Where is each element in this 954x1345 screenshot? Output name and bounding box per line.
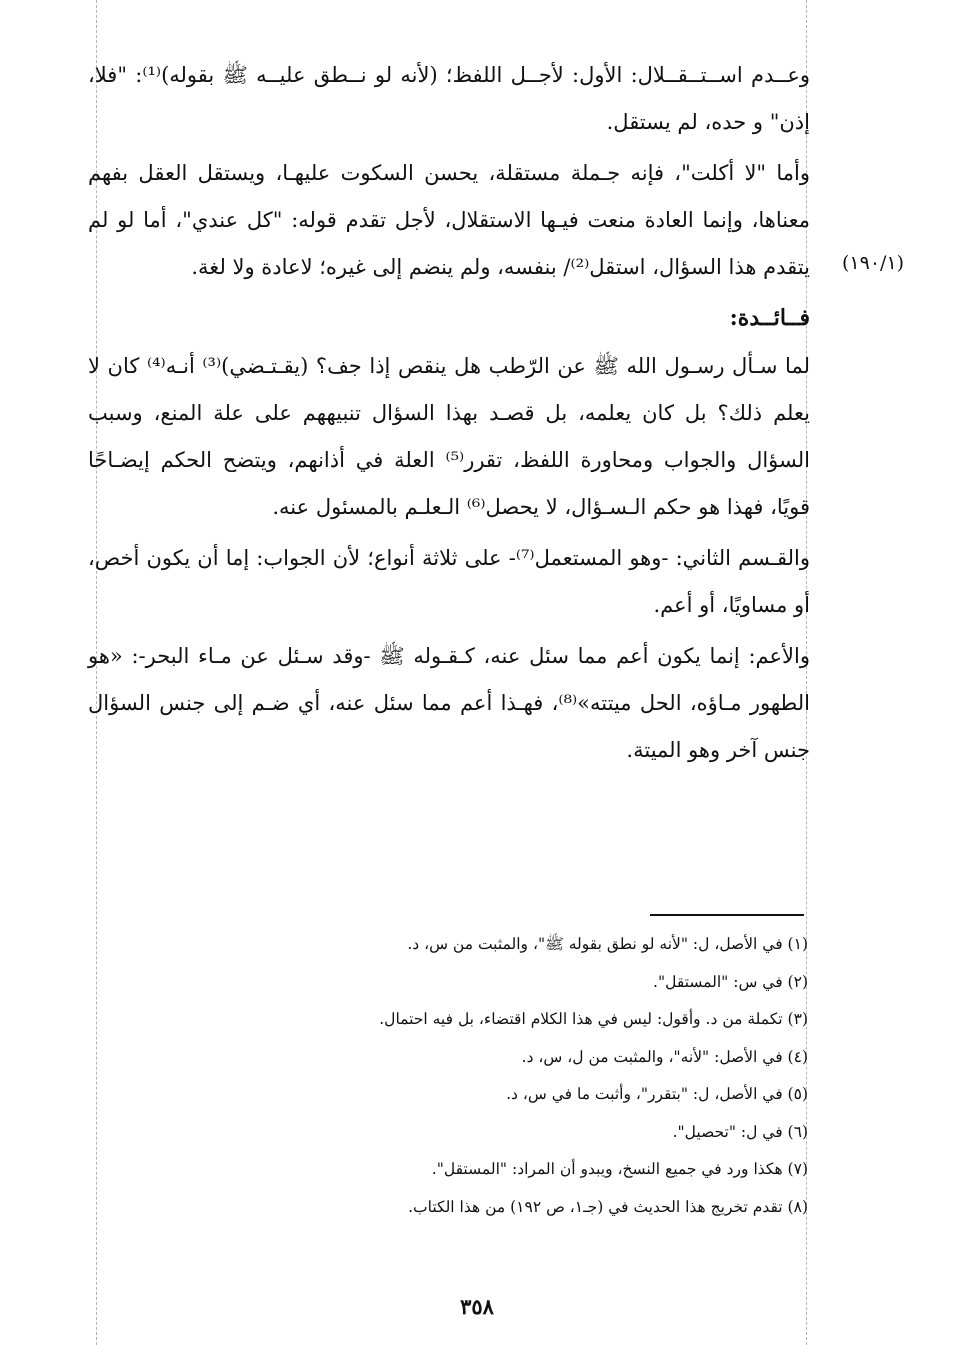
footnote-5: (٥) في الأصل، ل: "بتقرر"، وأثبت ما في س، د. [506,1085,808,1103]
footnote-6: (٦) في ل: "تحصيل". [672,1122,808,1141]
footnote-8: (٨) تقدم تخريج هذا الحديث في (جـ١، ص ١٩٢) من هذا الكتاب. [408,1197,808,1216]
paragraph-5: والأعم: إنما يكون أعم مما سئل عنه، كـقـوله ﷺ -وقد سـئل عن مـاء البحر-: «هو الطهور مـاؤه، الحل ميتته»⁽⁸⁾، فهـذا أعم مما سئل عنه، أي ضـم إلى جنس السؤال جنس آخر وهو الميتة. [88,644,810,762]
footnotes [240,926,808,1226]
paragraph-1: وعــدم اســتــقــلال: الأول: لأجــل اللفظ؛ (لأنه لو نــطق عليــه ﷺ بقوله)⁽¹⁾: "فلا، إذن" و حده، لم يستقل. [88,63,810,134]
footnote-7: (٧) هكذا ورد في جميع النسخ، ويبدو أن المراد: "المستقل". [431,1160,808,1178]
footnote-2: (٢) في س: "المستقل". [653,972,808,991]
margin-reference: (١٩٠/١) [842,252,905,274]
section-heading: فــائــدة: [729,305,810,331]
paragraph-3: لما سـأل رسـول الله ﷺ عن الرّطب هل ينقص إذا جف؟ (يقـتـضي)⁽³⁾ أنـه⁽⁴⁾ كان لا يعلم ذلك؟ بل كان يعلمه، بل قصـد بهذا السؤال تنبيههم على علة المنع، وسبب السؤال والجواب ومحاورة اللفظ، تقرر⁽⁵⁾ العلة في أذانهم، ويتضح الحكم إيضـاحًا قويًا، فهذا هو حكم الـسـؤال، لا يحصل⁽⁶⁾ الـعلـم بالمسئول عنه. [88,354,810,519]
page-number: ٣٥٨ [460,1294,494,1319]
footnote-4: (٤) في الأصل: "لأنه"، والمثبت من ل، س، د. [521,1047,808,1066]
footnote-3: (٣) تكملة من د. وأقول: ليس في هذا الكلام اقتضاء، بل فيه احتمال. [379,1010,808,1028]
paragraph-4: والقـسم الثاني: -وهو المستعمل⁽⁷⁾- على ثلاثة أنواع؛ لأن الجواب: إما أن يكون أخص، أو مساويًا، أو أعم. [88,546,810,617]
footnote-1: (١) في الأصل، ل: "لأنه لو نطق بقوله ﷺ"، والمثبت من س، د. [407,935,808,953]
paragraph-2: وأما "لا أكلت"، فإنه جـملة مستقلة، يحسن السكوت عليهـا، ويستقل العقل بفهم معناها، وإنما العادة منعت فيـها الاستقلال، لأجل تقدم قوله: "كل عندي"، أما لو لم يتقدم هذا السؤال، استقل⁽²⁾/ بنفسه، ولم ينضم إلى غيره؛ لاعادة ولا لغة. [88,161,810,279]
page-body [88,52,810,778]
footnote-separator [650,914,804,916]
